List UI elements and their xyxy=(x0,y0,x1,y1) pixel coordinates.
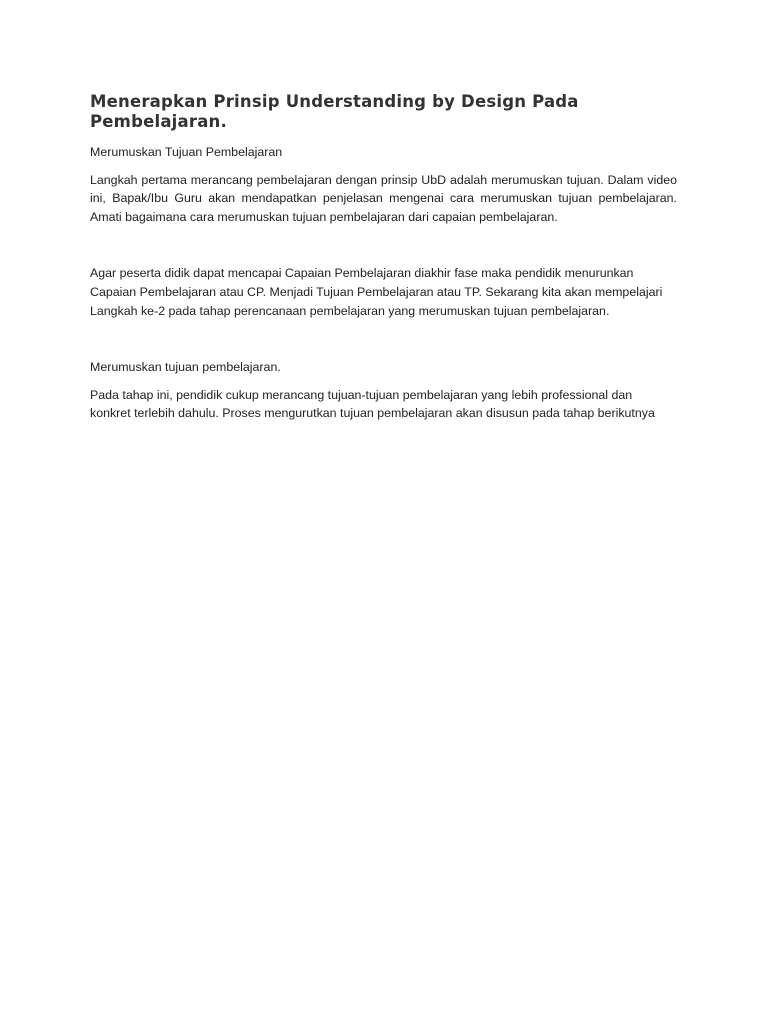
subheading-merumuskan-tujuan-lowercase: Merumuskan tujuan pembelajaran. xyxy=(90,360,281,375)
paragraph-line: Pada tahap ini, pendidik cukup merancang tujuan-tujuan pembelajaran yang lebih professional dan xyxy=(90,387,633,402)
paragraph-line: Agar peserta didik dapat mencapai Capaian Pembelajaran diakhir fase maka pendidik menurunkan xyxy=(90,266,634,281)
subheading-merumuskan-tujuan: Merumuskan Tujuan Pembelajaran xyxy=(90,145,283,159)
paragraph-tahap-ini xyxy=(90,386,677,423)
spacer xyxy=(90,377,677,386)
paragraph-line: konkret terlebih dahulu. Proses mengurutkan tujuan pembelajaran akan disusun pada tahap berikutnya xyxy=(90,406,655,421)
spacer xyxy=(90,226,677,264)
spacer xyxy=(90,320,677,358)
paragraph-capaian-pembelajaran xyxy=(90,264,677,320)
document-title: Menerapkan Prinsip Understanding by Design Pada Pembelajaran. xyxy=(90,92,579,131)
paragraph-line: Capaian Pembelajaran atau CP. Menjadi Tujuan Pembelajaran atau TP. Sekarang kita akan mempelajari xyxy=(90,284,663,299)
paragraph-langkah-pertama: Langkah pertama merancang pembelajaran dengan prinsip UbD adalah merumuskan tujuan. Dalam video ini, Bapak/Ibu Guru akan mendapatkan penjelasan mengenai cara merumuskan tujuan pembelajaran. Amati bagaimana cara merumuskan tujuan pembelajaran dari capaian pembelajaran. xyxy=(90,172,677,224)
paragraph-line: Langkah ke-2 pada tahap perencanaan pembelajaran yang merumuskan tujuan pembelajaran. xyxy=(90,303,610,318)
document-content xyxy=(90,92,677,423)
spacer xyxy=(90,162,677,171)
